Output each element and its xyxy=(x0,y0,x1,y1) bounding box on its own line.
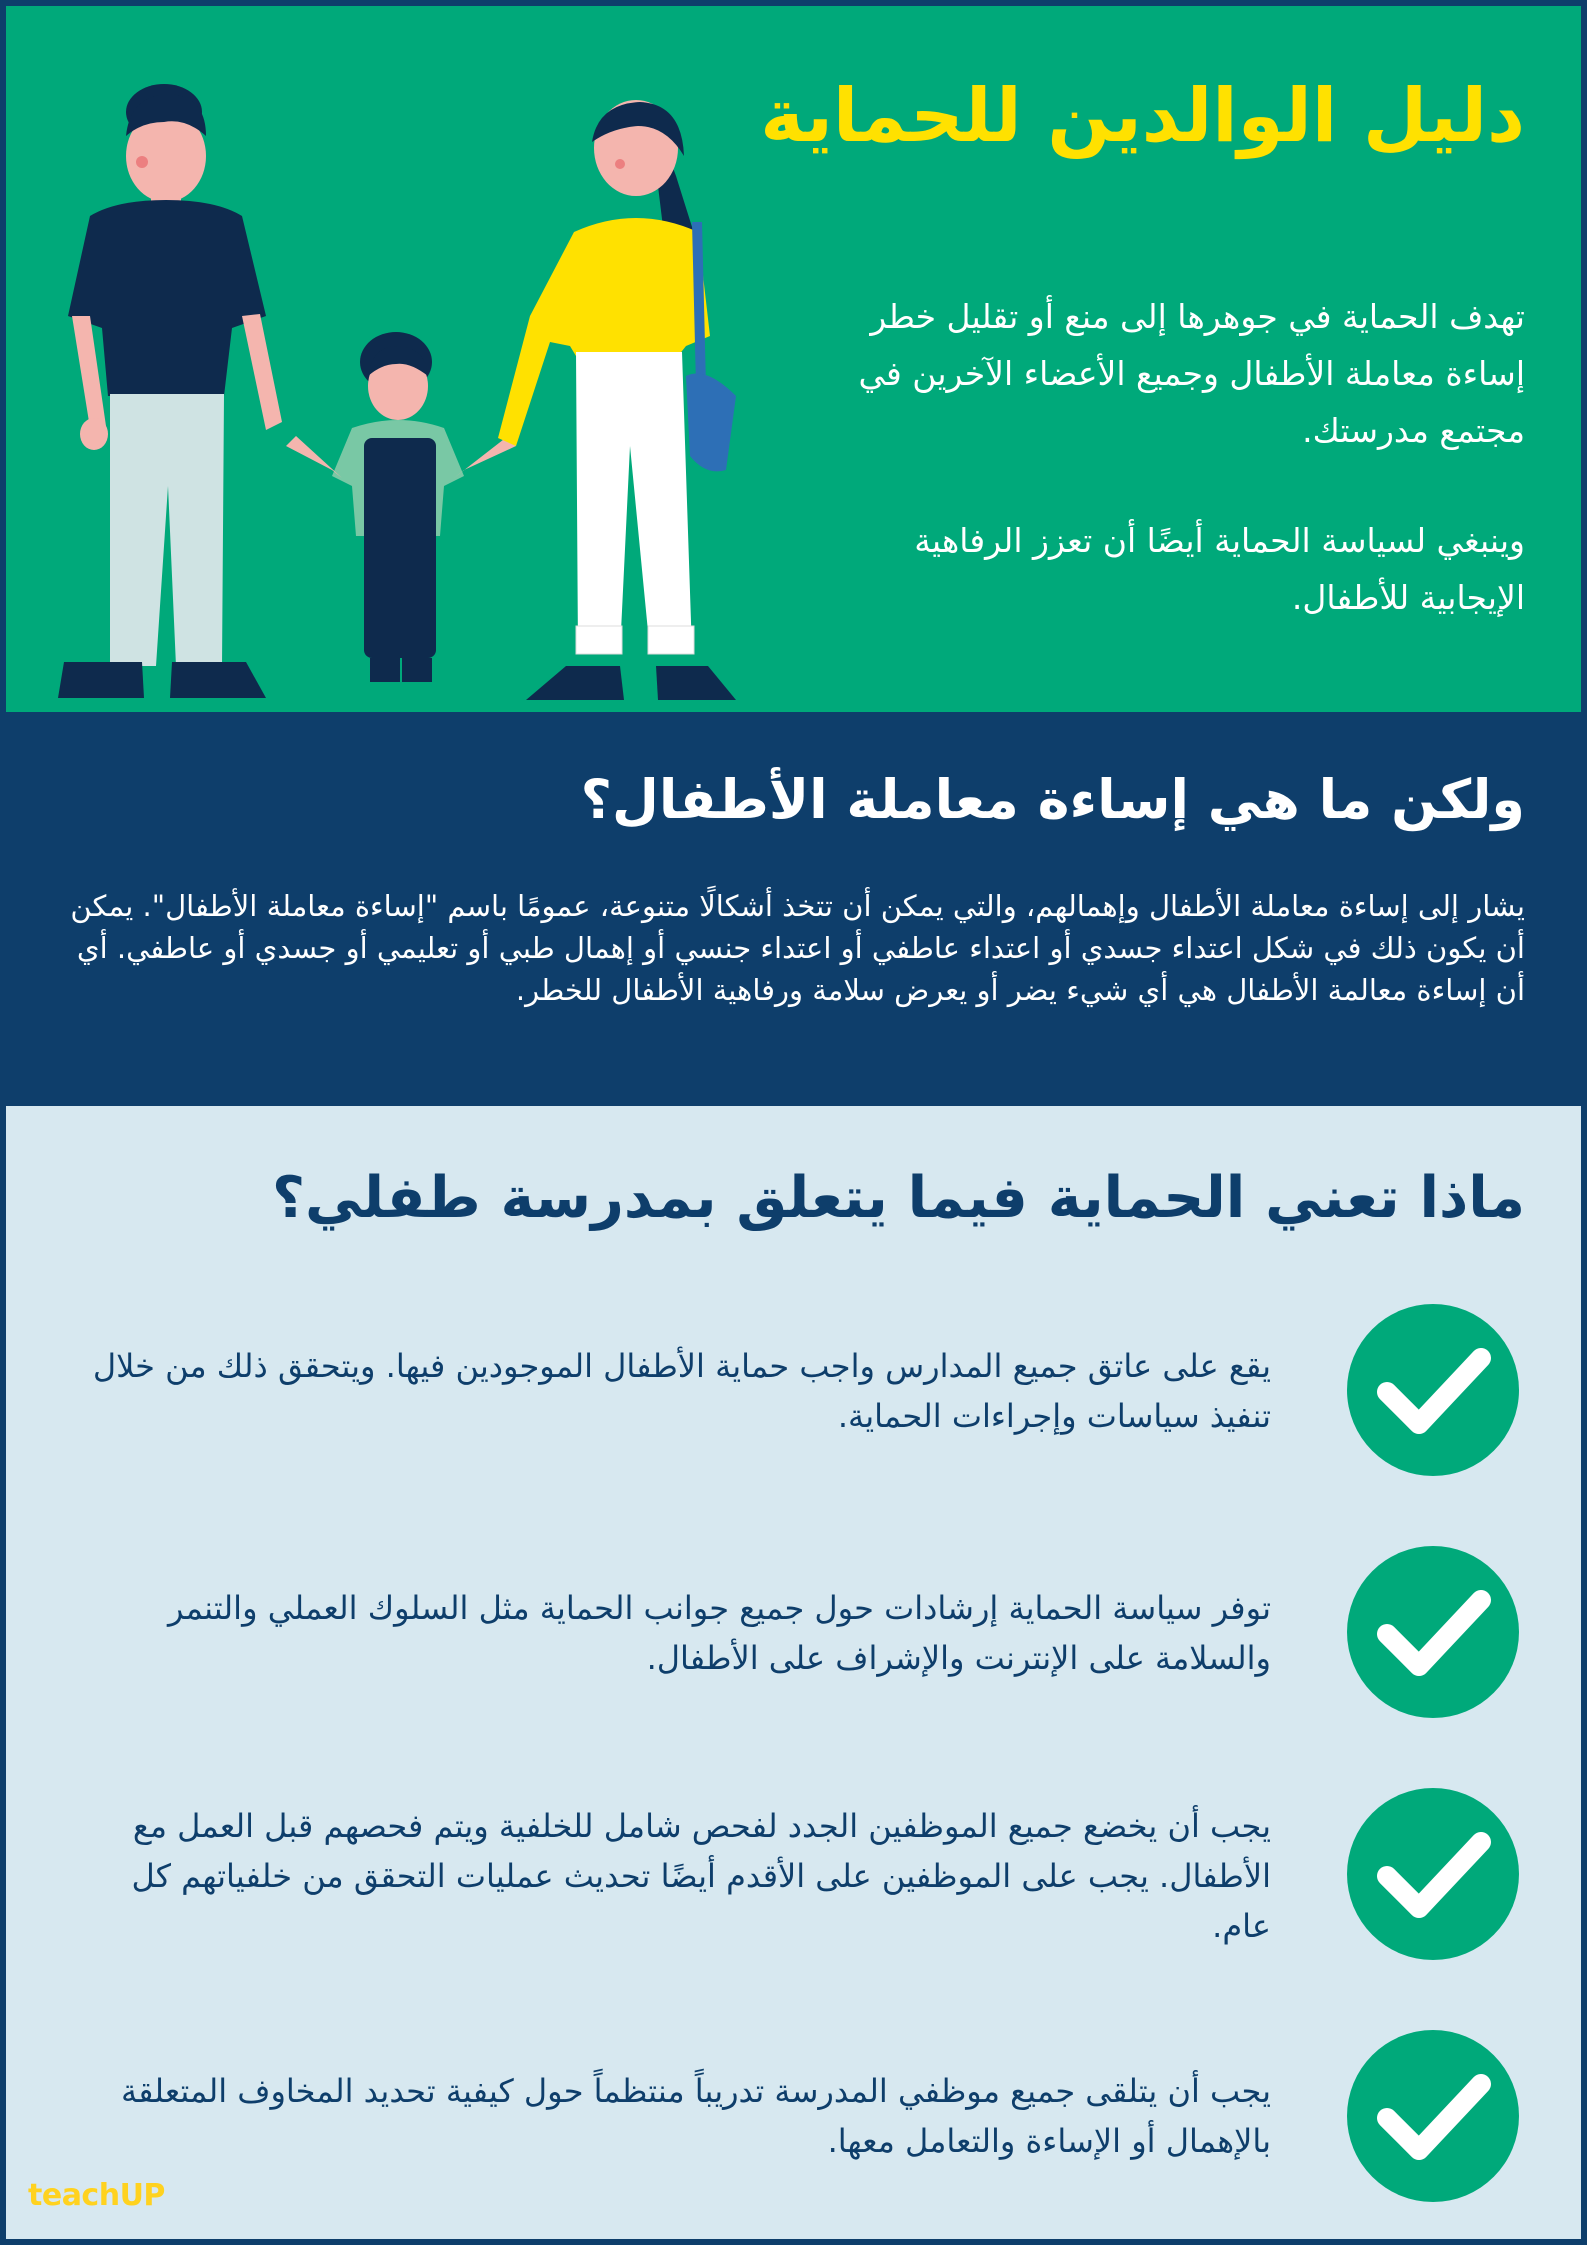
list-item: يجب أن يتلقى جميع موظفي المدرسة تدريباً منتظماً حول كيفية تحديد المخاوف المتعلقة بالإهمال أو الإساءة والتعامل معها. xyxy=(120,2072,1271,2160)
checkmark-icon xyxy=(1347,1788,1519,1960)
wellbeing-paragraph: وينبغي لسياسة الحماية أيضًا أن تعزز الرفاهية الإيجابية للأطفال. xyxy=(914,521,1525,617)
mother-figure xyxy=(498,100,736,700)
hero-section xyxy=(6,6,1581,712)
list-item: يجب أن يخضع جميع الموظفين الجدد لفحص شامل للخلفية ويتم فحصهم قبل العمل مع الأطفال. يجب على الموظفين على الأقدم أيضًا تحديث عمليات التحقق من خلفياتهم كل عام. xyxy=(131,1807,1271,1945)
list-item: يقع على عاتق جميع المدارس واجب حماية الأطفال الموجودين فيها. ويتحقق ذلك من خلال تنفيذ سياسات وإجراءات الحماية. xyxy=(92,1347,1271,1435)
abuse-definition-section xyxy=(6,712,1581,1106)
father-figure xyxy=(58,84,282,698)
checkmark-icon xyxy=(1347,2030,1519,2202)
school-safeguarding-section xyxy=(6,1106,1581,2239)
checkmark-icon xyxy=(1347,1304,1519,1476)
poster xyxy=(6,6,1581,2239)
teachup-logo: teachUP xyxy=(28,2178,165,2213)
abuse-section-body: يشار إلى إساءة معاملة الأطفال وإهمالهم، والتي يمكن أن تتخذ أشكالًا متنوعة، عمومًا باسم "إساءة معاملة الأطفال". يمكن أن يكون ذلك في شكل اعتداء جسدي أو اعتداء عاطفي أو اعتداء جنسي أو إهمال طبي أو تعليمي أو جسدي أو عاطفي. أي أن إساءة معالمة الأطفال هي أي شيء يضر أو يعرض سلامة ورفاهية الأطفال للخطر. xyxy=(70,889,1525,1007)
intro-paragraph: تهدف الحماية في جوهرها إلى منع أو تقليل خطر إساءة معاملة الأطفال وجميع الأعضاء الآخرين في مجتمع مدرستك. xyxy=(858,297,1525,450)
child-figure xyxy=(286,332,516,682)
list-item: توفر سياسة الحماية إرشادات حول جميع جوانب الحماية مثل السلوك العملي والتنمر والسلامة على الإنترنت والإشراف على الأطفال. xyxy=(167,1589,1271,1677)
page-title: دليل الوالدين للحماية xyxy=(760,73,1525,159)
checkmark-icon xyxy=(1347,1546,1519,1718)
school-section-title: ماذا تعني الحماية فيما يتعلق بمدرسة طفلي؟ xyxy=(271,1165,1525,1231)
family-illustration xyxy=(46,66,766,712)
abuse-section-title: ولكن ما هي إساءة معاملة الأطفال؟ xyxy=(580,768,1525,831)
